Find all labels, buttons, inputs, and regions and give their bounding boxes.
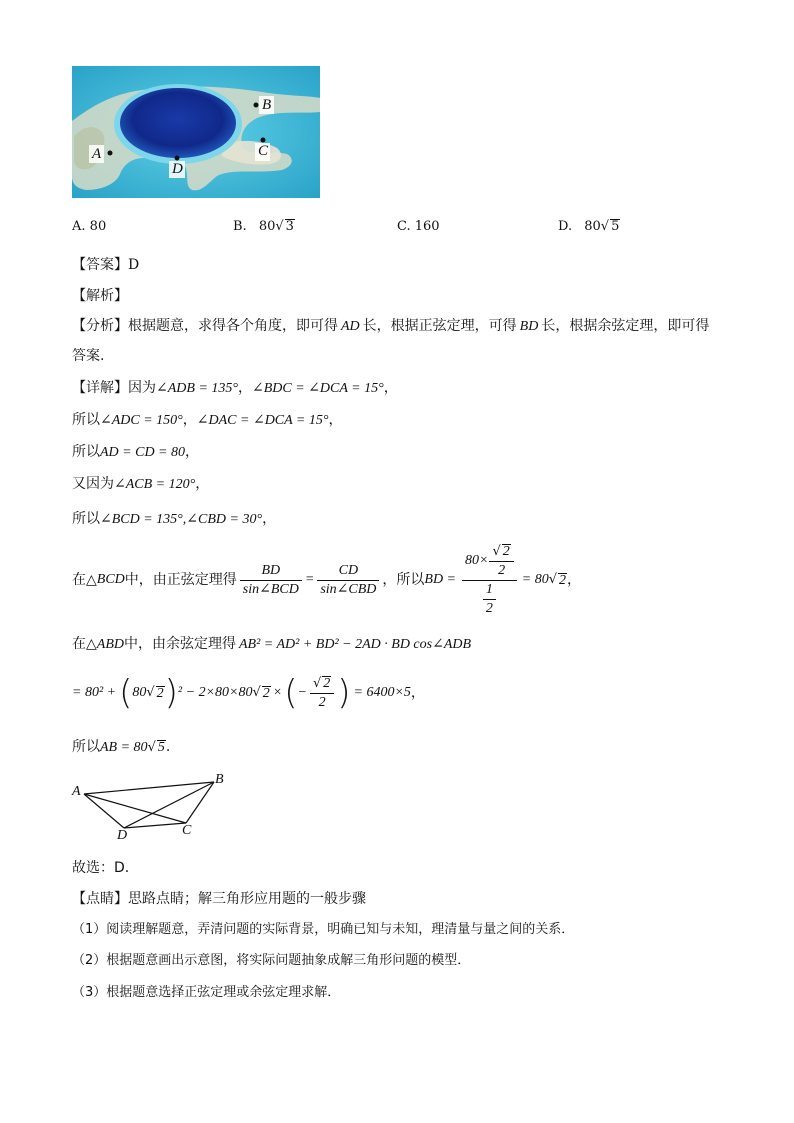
calc-c-rad: 2 bbox=[262, 685, 270, 701]
option-d-coef: 80 bbox=[584, 219, 601, 234]
detail-line3-pre: 所以 bbox=[72, 444, 100, 460]
sine-big-num-den: 2 bbox=[498, 562, 506, 578]
cos-triangle: ABD bbox=[96, 637, 124, 652]
calc-frac-den: 2 bbox=[318, 694, 326, 710]
fenxi-text-3: 长，根据余弦定理，即可得 bbox=[541, 318, 710, 334]
option-a-label: A. bbox=[72, 219, 86, 234]
sine-post: ， bbox=[567, 572, 581, 588]
sine-big-frac: 80× $\frac{√ 2}{2}$ $\frac{1}{2}$ bbox=[462, 544, 517, 617]
triangle-diagram bbox=[72, 772, 232, 844]
detail-line2-sep: ， bbox=[182, 412, 197, 428]
photo-label-b: B bbox=[262, 97, 272, 113]
sine-res-pre: = 80 bbox=[521, 572, 549, 587]
triangle-diagram-svg bbox=[72, 772, 232, 844]
sine-frac-1 bbox=[240, 563, 302, 598]
diagram-label-c: C bbox=[182, 823, 192, 838]
calc-d: × bbox=[272, 685, 283, 700]
detail-line-2 bbox=[72, 410, 342, 431]
detail-tag: 【详解】 bbox=[72, 380, 128, 396]
sine-law-line: 在△ BCD 中，由正弦定理得 $\frac{BD}{\text{sin∠BCD}}$ = $\frac{CD}{\text{sin∠CBD}}$ ，所以 BD = 80× $\frac{√ 2}{2}$ $\frac{1}{2}$ = 80 √ 2 ， bbox=[72, 543, 581, 616]
detail-line-5 bbox=[72, 509, 276, 530]
final-rad: 5 bbox=[157, 740, 165, 755]
calc-neg: − bbox=[297, 685, 307, 700]
photo-label-a: A bbox=[92, 146, 102, 162]
detail-line4-post: ， bbox=[195, 476, 210, 492]
sine-triangle: BCD bbox=[96, 572, 125, 587]
tips-step-1: （1）阅读理解题意，弄清问题的实际背景，明确已知与未知，理清量与量之间的关系． bbox=[72, 922, 575, 937]
calc-c: ² − 2×80×80 bbox=[177, 685, 253, 700]
sine-frac2-num: CD bbox=[317, 563, 379, 581]
sine-frac-2 bbox=[317, 563, 379, 598]
option-b-label: B. bbox=[233, 219, 247, 234]
sine-bd: BD = bbox=[424, 572, 456, 587]
sine-frac1-num: BD bbox=[240, 563, 302, 581]
detail-line5-post: ， bbox=[262, 511, 277, 527]
tips-tag: 【点睛】 bbox=[72, 891, 128, 907]
calc-post: ， bbox=[410, 685, 425, 701]
answer-value: D bbox=[128, 257, 140, 273]
fenxi-text-1: 根据题意，求得各个角度，即可得 bbox=[128, 318, 338, 334]
detail-line1-m1: ∠ADB = 135° bbox=[156, 381, 238, 396]
detail-line3-m: AD = CD = 80 bbox=[100, 445, 186, 460]
option-a-value: 80 bbox=[89, 219, 107, 234]
detail-line4-m: ∠ACB = 120° bbox=[114, 477, 196, 492]
choice-line: 故选：D. bbox=[72, 860, 130, 876]
final-post: . bbox=[165, 739, 171, 755]
final-line: 所以AB = 80√ 5. bbox=[72, 739, 171, 755]
sine-mid: 中，由正弦定理得 bbox=[124, 572, 237, 588]
detail-line-1 bbox=[72, 378, 398, 399]
tips-title: 思路点睛；解三角形应用题的一般步骤 bbox=[128, 891, 366, 907]
sine-frac1-den: sin∠BCD bbox=[242, 581, 299, 597]
detail-line2-pre: 所以 bbox=[72, 412, 100, 428]
fenxi-line-1 bbox=[72, 316, 709, 337]
answer-tag: 【答案】 bbox=[72, 257, 128, 273]
fenxi-text-4: 答案. bbox=[72, 348, 105, 364]
option-d-label: D. bbox=[558, 219, 573, 234]
diagram-label-a: A bbox=[72, 784, 81, 799]
cos-mid: 中，由余弦定理得 bbox=[124, 636, 236, 652]
option-c[interactable] bbox=[397, 219, 440, 234]
option-c-value: 160 bbox=[414, 219, 440, 234]
option-b-rad: 3 bbox=[285, 219, 294, 234]
detail-line-3 bbox=[72, 442, 199, 463]
diagram-label-d: D bbox=[117, 828, 128, 843]
sine-eq: = bbox=[304, 572, 315, 587]
fenxi-bd: BD bbox=[519, 319, 539, 334]
detail-line5-pre: 所以 bbox=[72, 511, 100, 527]
cos-formula: AB² = AD² + BD² − 2AD · BD cos∠ADB bbox=[239, 637, 472, 652]
detail-line1-pre: 因为 bbox=[128, 380, 156, 396]
calc-b-rad: 2 bbox=[156, 685, 164, 701]
tips-step-2: （2）根据题意画出示意图，将实际问题抽象成解三角形问题的模型． bbox=[72, 953, 471, 968]
answer-line bbox=[72, 255, 139, 275]
fenxi-tag: 【分析】 bbox=[72, 318, 128, 334]
sine-big-den-den: 2 bbox=[485, 600, 493, 616]
option-b[interactable]: B. 80√ 3 bbox=[233, 219, 294, 234]
detail-line1-post: ， bbox=[383, 380, 398, 396]
fenxi-ad: AD bbox=[341, 319, 360, 334]
sine-big-den-num: 1 bbox=[483, 582, 496, 600]
sine-big-num-rad: 2 bbox=[502, 543, 510, 559]
final-pre: 所以 bbox=[72, 739, 100, 755]
calc-e: = 6400×5 bbox=[353, 685, 411, 700]
cos-pre: 在△ bbox=[72, 636, 97, 652]
option-b-coef: 80 bbox=[258, 219, 276, 234]
final-m: AB = 80 bbox=[100, 740, 148, 755]
detail-line5-m: ∠BCD = 135°,∠CBD = 30° bbox=[100, 512, 263, 527]
detail-line2-m1: ∠ADC = 150° bbox=[100, 413, 183, 428]
photo-label-d: D bbox=[172, 161, 183, 177]
detail-line3-post: ， bbox=[185, 444, 200, 460]
detail-line-4 bbox=[72, 474, 209, 495]
cos-law-line bbox=[72, 634, 471, 655]
option-c-label: C. bbox=[397, 219, 411, 234]
calc-b: 80 bbox=[132, 685, 147, 700]
calc-frac-rad: 2 bbox=[323, 675, 331, 691]
option-d-rad: 5 bbox=[611, 219, 620, 234]
detail-line4-pre: 又因为 bbox=[72, 476, 114, 492]
tips-step-3: （3）根据题意选择正弦定理或余弦定理求解． bbox=[72, 985, 341, 1000]
sine-so: ，所以 bbox=[382, 572, 425, 588]
option-d[interactable]: D. 80√ 5 bbox=[558, 219, 620, 234]
sine-pre: 在△ bbox=[72, 572, 97, 588]
photo-label-c: C bbox=[258, 143, 269, 159]
detail-line2-post: ， bbox=[328, 412, 343, 428]
detail-line1-m2: ∠BDC = ∠DCA = 15° bbox=[252, 381, 384, 396]
blue-hole-image bbox=[72, 66, 320, 198]
detail-line2-m2: ∠DAC = ∠DCA = 15° bbox=[196, 413, 329, 428]
calc-line: = 80² + ( 80 √ 2 ) ² − 2×80×80 √ 2 × ( − $\frac{√ 2}{2}$ ) = 6400×5 ， bbox=[72, 673, 425, 713]
fenxi-text-2: 长，根据正弦定理，可得 bbox=[362, 318, 517, 334]
option-a[interactable] bbox=[72, 219, 106, 234]
tips-title-line bbox=[72, 889, 366, 909]
sine-res-rad: 2 bbox=[559, 572, 566, 588]
sine-frac2-den: sin∠CBD bbox=[320, 581, 377, 597]
diagram-label-b: B bbox=[215, 772, 224, 787]
blue-hole-photo bbox=[72, 66, 320, 198]
calc-a: = 80² + bbox=[72, 685, 117, 700]
calc-frac: $\frac{√ 2}{2}$ bbox=[310, 676, 334, 711]
sine-big-num-coef: 80× bbox=[465, 553, 489, 568]
detail-line1-sep: ， bbox=[238, 380, 252, 396]
analysis-tag: 【解析】 bbox=[72, 288, 128, 304]
